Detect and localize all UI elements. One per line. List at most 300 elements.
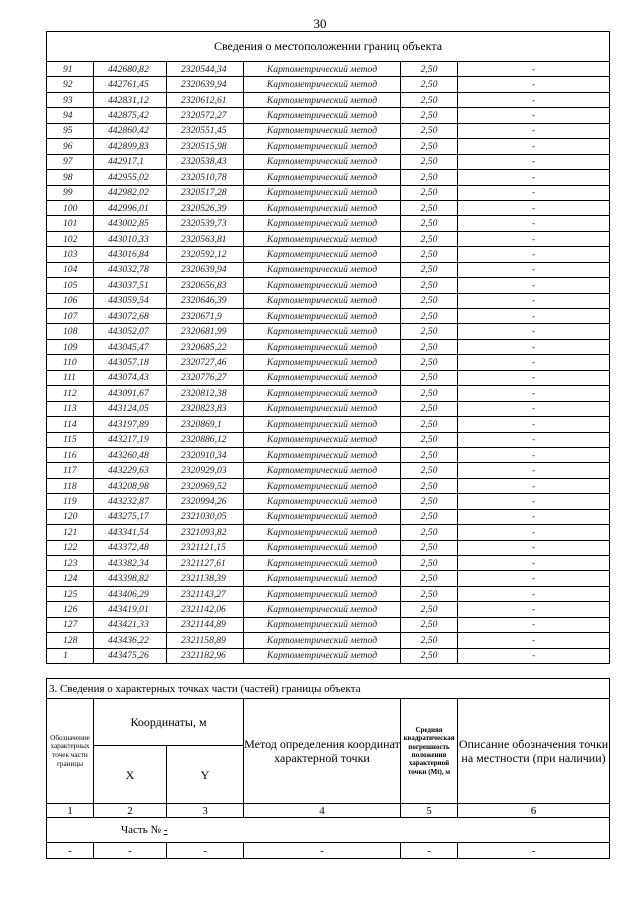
table-row [47, 123, 610, 138]
description-cell: - [458, 170, 610, 185]
table-row [47, 62, 610, 77]
table-row [47, 185, 610, 200]
x-coordinate-cell: 442761,45 [94, 77, 167, 92]
accuracy-cell: 2,50 [401, 278, 458, 293]
point-number-cell: 104 [47, 262, 94, 277]
description-cell: - [458, 417, 610, 432]
table-row [47, 463, 610, 478]
point-number-cell: 112 [47, 386, 94, 401]
table-row [47, 139, 610, 154]
y-coordinate-cell: 2320823,83 [167, 401, 244, 416]
table-row [47, 447, 610, 462]
description-cell: - [458, 262, 610, 277]
accuracy-cell: 2,50 [401, 170, 458, 185]
y-coordinate-cell: 2320510,78 [167, 170, 244, 185]
table-body [47, 62, 610, 664]
x-coordinate-cell: 443406,29 [94, 586, 167, 601]
y-coordinate-cell: 2320526,39 [167, 200, 244, 215]
accuracy-cell: 2,50 [401, 494, 458, 509]
x-coordinate-cell: 442875,42 [94, 108, 167, 123]
method-cell: Картометрический метод [244, 293, 401, 308]
accuracy-cell: 2,50 [401, 417, 458, 432]
method-cell: Картометрический метод [244, 262, 401, 277]
point-number-cell: 110 [47, 355, 94, 370]
method-cell: Картометрический метод [244, 108, 401, 123]
y-coordinate-cell: 2320515,98 [167, 139, 244, 154]
point-number-cell: 92 [47, 77, 94, 92]
description-cell: - [458, 200, 610, 215]
method-cell: Картометрический метод [244, 139, 401, 154]
method-cell: Картометрический метод [244, 77, 401, 92]
accuracy-cell: 2,50 [401, 648, 458, 663]
accuracy-cell: 2,50 [401, 324, 458, 339]
description-cell: - [458, 92, 610, 107]
y-coordinate-cell: 2320929,03 [167, 463, 244, 478]
table-row [47, 154, 610, 169]
y-coordinate-cell: 2320639,94 [167, 262, 244, 277]
y-coordinate-cell: 2320563,81 [167, 231, 244, 246]
method-cell: Картометрический метод [244, 617, 401, 632]
point-number-cell: 128 [47, 633, 94, 648]
point-number-cell: 117 [47, 463, 94, 478]
x-coordinate-cell: 442680,82 [94, 62, 167, 77]
y-coordinate-cell: 2321158,89 [167, 633, 244, 648]
method-cell: Картометрический метод [244, 633, 401, 648]
description-cell: - [458, 324, 610, 339]
table-row [47, 478, 610, 493]
table-row [47, 355, 610, 370]
method-cell: Картометрический метод [244, 231, 401, 246]
point-number-cell: 107 [47, 309, 94, 324]
method-cell: Картометрический метод [244, 247, 401, 262]
accuracy-cell: 2,50 [401, 478, 458, 493]
table-row [47, 417, 610, 432]
description-cell: - [458, 185, 610, 200]
y-coordinate-cell: 2320539,73 [167, 216, 244, 231]
x-coordinate-cell: 442831,12 [94, 92, 167, 107]
description-cell: - [458, 463, 610, 478]
description-cell: - [458, 339, 610, 354]
y-coordinate-cell: 2320538,43 [167, 154, 244, 169]
table-row [47, 293, 610, 308]
table-row [47, 633, 610, 648]
point-number-cell: 116 [47, 447, 94, 462]
method-cell: Картометрический метод [244, 494, 401, 509]
point-number-cell: 96 [47, 139, 94, 154]
y-coordinate-cell: 2320886,12 [167, 432, 244, 447]
y-coordinate-cell: 2321138,39 [167, 571, 244, 586]
point-number-cell: 105 [47, 278, 94, 293]
header-description: Описание обозначения точки на местности (при наличии) [458, 699, 610, 804]
col-number-1: 1 [47, 804, 94, 818]
description-cell: - [458, 447, 610, 462]
method-cell: Картометрический метод [244, 540, 401, 555]
accuracy-cell: 2,50 [401, 200, 458, 215]
description-cell: - [458, 355, 610, 370]
empty-cell-4: - [244, 843, 401, 859]
table-title: Сведения о местоположении границ объекта [47, 32, 610, 62]
section3-table [46, 678, 610, 859]
description-cell: - [458, 571, 610, 586]
table-row [47, 401, 610, 416]
x-coordinate-cell: 443002,85 [94, 216, 167, 231]
method-cell: Картометрический метод [244, 200, 401, 215]
point-number-cell: 94 [47, 108, 94, 123]
point-number-cell: 101 [47, 216, 94, 231]
point-number-cell: 108 [47, 324, 94, 339]
accuracy-cell: 2,50 [401, 108, 458, 123]
method-cell: Картометрический метод [244, 154, 401, 169]
y-coordinate-cell: 2320572,27 [167, 108, 244, 123]
accuracy-cell: 2,50 [401, 571, 458, 586]
point-number-cell: 121 [47, 525, 94, 540]
table-row [47, 540, 610, 555]
description-cell: - [458, 77, 610, 92]
point-number-cell: 119 [47, 494, 94, 509]
table-row [47, 92, 610, 107]
x-coordinate-cell: 443032,78 [94, 262, 167, 277]
part-value: - [163, 824, 168, 836]
x-coordinate-cell: 443275,17 [94, 509, 167, 524]
accuracy-cell: 2,50 [401, 602, 458, 617]
point-number-cell: 122 [47, 540, 94, 555]
y-coordinate-cell: 2321093,82 [167, 525, 244, 540]
description-cell: - [458, 370, 610, 385]
accuracy-cell: 2,50 [401, 633, 458, 648]
table-row [47, 216, 610, 231]
x-coordinate-cell: 442996,01 [94, 200, 167, 215]
method-cell: Картометрический метод [244, 278, 401, 293]
x-coordinate-cell: 443197,89 [94, 417, 167, 432]
col-number-6: 6 [458, 804, 610, 818]
x-coordinate-cell: 443232,87 [94, 494, 167, 509]
table-row [47, 170, 610, 185]
accuracy-cell: 2,50 [401, 339, 458, 354]
header-point-designation: Обозначение характерных точек части границы [47, 699, 94, 804]
point-number-cell: 114 [47, 417, 94, 432]
empty-cell-5: - [401, 843, 458, 859]
accuracy-cell: 2,50 [401, 293, 458, 308]
accuracy-cell: 2,50 [401, 447, 458, 462]
accuracy-cell: 2,50 [401, 556, 458, 571]
boundary-points-table [46, 31, 610, 664]
col-number-2: 2 [94, 804, 167, 818]
y-coordinate-cell: 2320969,52 [167, 478, 244, 493]
point-number-cell: 127 [47, 617, 94, 632]
y-coordinate-cell: 2320869,1 [167, 417, 244, 432]
method-cell: Картометрический метод [244, 62, 401, 77]
empty-cell-2: - [94, 843, 167, 859]
y-coordinate-cell: 2321143,27 [167, 586, 244, 601]
accuracy-cell: 2,50 [401, 540, 458, 555]
description-cell: - [458, 123, 610, 138]
empty-cell-3: - [167, 843, 244, 859]
accuracy-cell: 2,50 [401, 216, 458, 231]
description-cell: - [458, 494, 610, 509]
method-cell: Картометрический метод [244, 324, 401, 339]
x-coordinate-cell: 443260,48 [94, 447, 167, 462]
accuracy-cell: 2,50 [401, 401, 458, 416]
x-coordinate-cell: 443419,01 [94, 602, 167, 617]
table-row [47, 309, 610, 324]
description-cell: - [458, 586, 610, 601]
accuracy-cell: 2,50 [401, 62, 458, 77]
table-row [47, 617, 610, 632]
x-coordinate-cell: 443372,48 [94, 540, 167, 555]
accuracy-cell: 2,50 [401, 154, 458, 169]
method-cell: Картометрический метод [244, 432, 401, 447]
part-label-row [47, 818, 610, 843]
x-coordinate-cell: 443045,47 [94, 339, 167, 354]
description-cell: - [458, 401, 610, 416]
description-cell: - [458, 62, 610, 77]
x-coordinate-cell: 443421,33 [94, 617, 167, 632]
description-cell: - [458, 247, 610, 262]
accuracy-cell: 2,50 [401, 231, 458, 246]
point-number-cell: 95 [47, 123, 94, 138]
accuracy-cell: 2,50 [401, 386, 458, 401]
accuracy-cell: 2,50 [401, 463, 458, 478]
description-cell: - [458, 432, 610, 447]
description-cell: - [458, 478, 610, 493]
accuracy-cell: 2,50 [401, 247, 458, 262]
x-coordinate-cell: 443398,82 [94, 571, 167, 586]
y-coordinate-cell: 2320592,12 [167, 247, 244, 262]
method-cell: Картометрический метод [244, 216, 401, 231]
x-coordinate-cell: 443436,22 [94, 633, 167, 648]
description-cell: - [458, 278, 610, 293]
y-coordinate-cell: 2320656,83 [167, 278, 244, 293]
x-coordinate-cell: 442982,02 [94, 185, 167, 200]
table-row [47, 247, 610, 262]
y-coordinate-cell: 2320639,94 [167, 77, 244, 92]
method-cell: Картометрический метод [244, 586, 401, 601]
x-coordinate-cell: 442917,1 [94, 154, 167, 169]
table-row [47, 586, 610, 601]
accuracy-cell: 2,50 [401, 370, 458, 385]
point-number-cell: 118 [47, 478, 94, 493]
description-cell: - [458, 293, 610, 308]
accuracy-cell: 2,50 [401, 509, 458, 524]
point-number-cell: 100 [47, 200, 94, 215]
y-coordinate-cell: 2320544,34 [167, 62, 244, 77]
accuracy-cell: 2,50 [401, 309, 458, 324]
point-number-cell: 98 [47, 170, 94, 185]
x-coordinate-cell: 443208,98 [94, 478, 167, 493]
x-coordinate-cell: 443074,43 [94, 370, 167, 385]
method-cell: Картометрический метод [244, 417, 401, 432]
col-number-5: 5 [401, 804, 458, 818]
y-coordinate-cell: 2320812,38 [167, 386, 244, 401]
header-method: Метод определения координат характерной точки [244, 699, 401, 804]
point-number-cell: 91 [47, 62, 94, 77]
table-row [47, 432, 610, 447]
x-coordinate-cell: 443072,68 [94, 309, 167, 324]
empty-cell-6: - [458, 843, 610, 859]
point-number-cell: 93 [47, 92, 94, 107]
accuracy-cell: 2,50 [401, 262, 458, 277]
point-number-cell: 126 [47, 602, 94, 617]
y-coordinate-cell: 2320776,27 [167, 370, 244, 385]
method-cell: Картометрический метод [244, 123, 401, 138]
y-coordinate-cell: 2321121,15 [167, 540, 244, 555]
table-row [47, 200, 610, 215]
y-coordinate-cell: 2321030,05 [167, 509, 244, 524]
point-number-cell: 99 [47, 185, 94, 200]
description-cell: - [458, 108, 610, 123]
header-coordinates: Координаты, м [94, 699, 244, 746]
point-number-cell: 97 [47, 154, 94, 169]
point-number-cell: 109 [47, 339, 94, 354]
point-number-cell: 124 [47, 571, 94, 586]
method-cell: Картометрический метод [244, 170, 401, 185]
accuracy-cell: 2,50 [401, 617, 458, 632]
x-coordinate-cell: 443052,07 [94, 324, 167, 339]
table-row [47, 278, 610, 293]
y-coordinate-cell: 2321182,96 [167, 648, 244, 663]
method-cell: Картометрический метод [244, 525, 401, 540]
x-coordinate-cell: 443229,63 [94, 463, 167, 478]
table-row [47, 370, 610, 385]
col-number-3: 3 [167, 804, 244, 818]
description-cell: - [458, 216, 610, 231]
y-coordinate-cell: 2320727,46 [167, 355, 244, 370]
page-number: 30 [313, 16, 327, 31]
point-number-cell: 102 [47, 231, 94, 246]
x-coordinate-cell: 443217,19 [94, 432, 167, 447]
point-number-cell: 113 [47, 401, 94, 416]
y-coordinate-cell: 2320685,22 [167, 339, 244, 354]
header-y: Y [167, 746, 244, 804]
description-cell: - [458, 648, 610, 663]
point-number-cell: 111 [47, 370, 94, 385]
part-label: Часть № [121, 824, 161, 836]
method-cell: Картометрический метод [244, 185, 401, 200]
table-row [47, 108, 610, 123]
accuracy-cell: 2,50 [401, 92, 458, 107]
y-coordinate-cell: 2320551,45 [167, 123, 244, 138]
point-number-cell: 120 [47, 509, 94, 524]
x-coordinate-cell: 443010,33 [94, 231, 167, 246]
description-cell: - [458, 633, 610, 648]
description-cell: - [458, 540, 610, 555]
point-number-cell: 106 [47, 293, 94, 308]
x-coordinate-cell: 443341,54 [94, 525, 167, 540]
method-cell: Картометрический метод [244, 339, 401, 354]
x-coordinate-cell: 443059,54 [94, 293, 167, 308]
method-cell: Картометрический метод [244, 447, 401, 462]
description-cell: - [458, 617, 610, 632]
y-coordinate-cell: 2320517,28 [167, 185, 244, 200]
accuracy-cell: 2,50 [401, 525, 458, 540]
y-coordinate-cell: 2321127,61 [167, 556, 244, 571]
description-cell: - [458, 509, 610, 524]
method-cell: Картометрический метод [244, 648, 401, 663]
method-cell: Картометрический метод [244, 478, 401, 493]
description-cell: - [458, 231, 610, 246]
header-x: X [94, 746, 167, 804]
method-cell: Картометрический метод [244, 509, 401, 524]
accuracy-cell: 2,50 [401, 185, 458, 200]
accuracy-cell: 2,50 [401, 586, 458, 601]
x-coordinate-cell: 442955,02 [94, 170, 167, 185]
y-coordinate-cell: 2320910,34 [167, 447, 244, 462]
method-cell: Картометрический метод [244, 556, 401, 571]
method-cell: Картометрический метод [244, 602, 401, 617]
x-coordinate-cell: 443124,05 [94, 401, 167, 416]
table-row [47, 648, 610, 663]
point-number-cell: 123 [47, 556, 94, 571]
x-coordinate-cell: 443057,18 [94, 355, 167, 370]
description-cell: - [458, 556, 610, 571]
description-cell: - [458, 602, 610, 617]
x-coordinate-cell: 442860,42 [94, 123, 167, 138]
method-cell: Картометрический метод [244, 386, 401, 401]
method-cell: Картометрический метод [244, 370, 401, 385]
method-cell: Картометрический метод [244, 309, 401, 324]
x-coordinate-cell: 443475,26 [94, 648, 167, 663]
method-cell: Картометрический метод [244, 463, 401, 478]
method-cell: Картометрический метод [244, 571, 401, 586]
accuracy-cell: 2,50 [401, 139, 458, 154]
table-row [47, 231, 610, 246]
x-coordinate-cell: 443382,34 [94, 556, 167, 571]
accuracy-cell: 2,50 [401, 355, 458, 370]
point-number-cell: 125 [47, 586, 94, 601]
point-number-cell: 115 [47, 432, 94, 447]
table-row [47, 262, 610, 277]
header-accuracy: Средняя квадратическая погрешность положения характерной точки (Mt), м [401, 699, 458, 804]
description-cell: - [458, 139, 610, 154]
description-cell: - [458, 154, 610, 169]
description-cell: - [458, 386, 610, 401]
method-cell: Картометрический метод [244, 92, 401, 107]
description-cell: - [458, 309, 610, 324]
empty-cell-1: - [47, 843, 94, 859]
table-row [47, 77, 610, 92]
y-coordinate-cell: 2321144,89 [167, 617, 244, 632]
x-coordinate-cell: 443091,67 [94, 386, 167, 401]
table-row [47, 602, 610, 617]
table-row [47, 339, 610, 354]
method-cell: Картометрический метод [244, 401, 401, 416]
point-number-cell: 1 [47, 648, 94, 663]
table-row [47, 386, 610, 401]
x-coordinate-cell: 443016,84 [94, 247, 167, 262]
col-number-4: 4 [244, 804, 401, 818]
accuracy-cell: 2,50 [401, 432, 458, 447]
y-coordinate-cell: 2320612,61 [167, 92, 244, 107]
table-row [47, 509, 610, 524]
accuracy-cell: 2,50 [401, 123, 458, 138]
section3-title: 3. Сведения о характерных точках части (частей) границы объекта [47, 679, 610, 699]
table-row [47, 556, 610, 571]
x-coordinate-cell: 443037,51 [94, 278, 167, 293]
accuracy-cell: 2,50 [401, 77, 458, 92]
description-cell: - [458, 525, 610, 540]
x-coordinate-cell: 442899,83 [94, 139, 167, 154]
table-row [47, 571, 610, 586]
y-coordinate-cell: 2320994,26 [167, 494, 244, 509]
y-coordinate-cell: 2320671,9 [167, 309, 244, 324]
table-row [47, 525, 610, 540]
y-coordinate-cell: 2321142,06 [167, 602, 244, 617]
table-row [47, 324, 610, 339]
y-coordinate-cell: 2320681,99 [167, 324, 244, 339]
point-number-cell: 103 [47, 247, 94, 262]
y-coordinate-cell: 2320646,39 [167, 293, 244, 308]
table-row [47, 494, 610, 509]
